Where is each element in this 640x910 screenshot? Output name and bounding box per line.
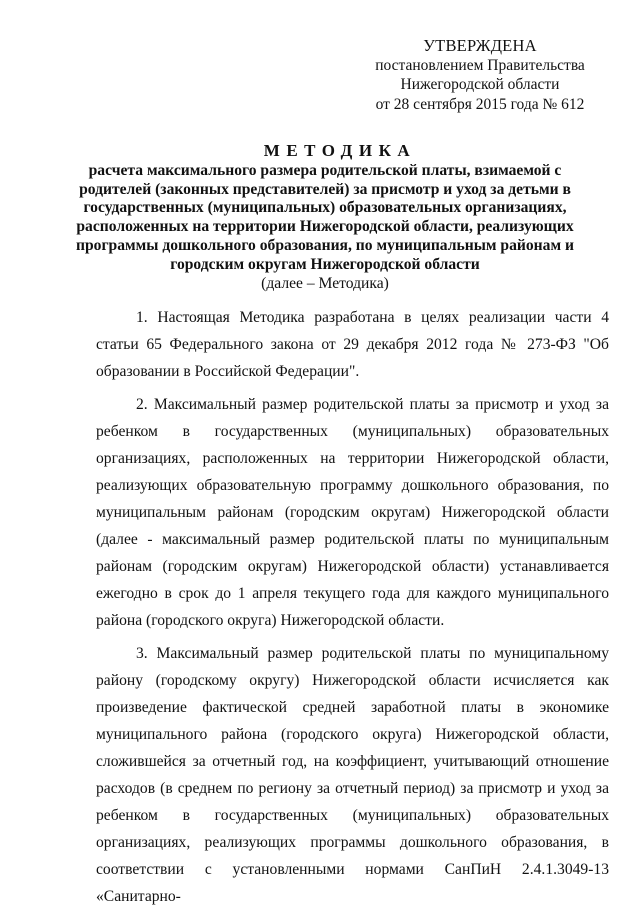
subtitle-line: городским округам Нижегородской области <box>170 255 480 273</box>
approval-authority: постановлением Правительства <box>375 56 585 74</box>
subtitle-line: родителей (законных представителей) за присмотр и уход за детьми в <box>79 180 571 198</box>
document-body <box>96 304 609 910</box>
subtitle-line: программы дошкольного образования, по муниципальным районам и <box>76 236 574 254</box>
approval-region: Нижегородской области <box>400 76 560 93</box>
subtitle-abbreviation-note: (далее – Методика) <box>261 275 389 293</box>
approval-date-number: от 28 сентября 2015 года № 612 <box>375 95 585 113</box>
subtitle-line: государственных (муниципальных) образовательных организациях, <box>83 199 567 217</box>
document-title: МЕТОДИКА <box>263 141 417 160</box>
paragraph-1: 1. Настоящая Методика разработана в целях реализации части 4 статьи 65 Федерального закона от 29 декабря 2012 года № 273-ФЗ "Об образовании в Российской Федерации". <box>96 309 609 380</box>
approval-stamp <box>360 36 600 114</box>
document-subtitle <box>70 162 580 274</box>
document-title-block <box>70 140 580 293</box>
paragraph-3: 3. Максимальный размер родительской платы по муниципальному району (городскому округу) Нижегородской области исчисляется как произведение фактической средней заработной платы в экономике муниципального района (городского округа) Нижегородской области, сложившейся за отчетный год, на коэффициент, учитывающий отношение расходов (в среднем по региону за отчетный период) за присмотр и уход за ребенком в государственных (муниципальных) образовательных организациях, реализующих программы дошкольного образования, в соответствии с установленными нормами СанПиН 2.4.1.3049-13 «Санитарно- <box>96 645 609 905</box>
paragraph-2: 2. Максимальный размер родительской платы за присмотр и уход за ребенком в государственных (муниципальных) образовательных организациях, расположенных на территории Нижегородской области, реализующих образовательную программу дошкольного образования, по муниципальным районам (городским округам) Нижегородской области (далее - максимальный размер родительской платы по муниципальным районам (городским округам) Нижегородской области) устанавливается ежегодно в срок до 1 апреля текущего года для каждого муниципального района (городского округа) Нижегородской области. <box>96 396 609 629</box>
subtitle-line: расположенных на территории Нижегородской области, реализующих <box>76 218 574 236</box>
subtitle-line: расчета максимального размера родительской платы, взимаемой с <box>88 162 562 179</box>
approval-heading: УТВЕРЖДЕНА <box>423 36 537 55</box>
